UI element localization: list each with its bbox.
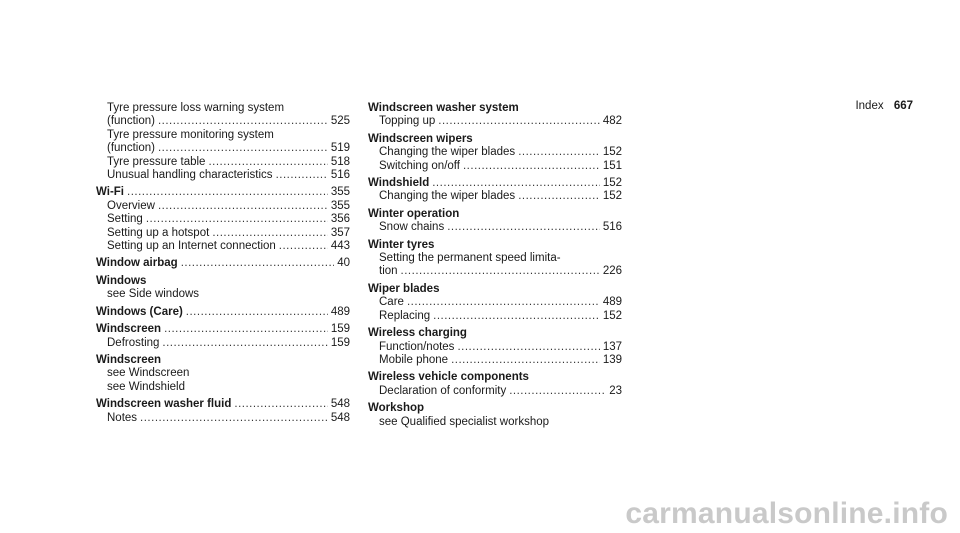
dot-leader (276, 169, 328, 182)
index-subentry[interactable] (368, 221, 622, 234)
dot-leader (518, 146, 600, 159)
subentry-text: Changing the wiper blades (379, 190, 516, 203)
index-entry (368, 402, 622, 429)
page-reference[interactable]: 159 (330, 323, 350, 336)
heading-text: Winter tyres (368, 238, 435, 251)
index-subentry[interactable] (96, 213, 350, 226)
index-subentry[interactable] (368, 265, 622, 278)
subentry-text: Setting up an Internet connection (107, 240, 276, 253)
index-subentry[interactable] (96, 412, 350, 425)
page-reference[interactable]: 525 (330, 115, 350, 128)
index-subentry[interactable] (96, 156, 350, 169)
dot-leader (208, 156, 327, 169)
heading-text: Windows (96, 274, 147, 287)
dot-leader (509, 385, 606, 398)
heading-text: Wireless vehicle components (368, 371, 529, 384)
page-reference[interactable]: 357 (330, 226, 350, 239)
index-subentry[interactable] (96, 115, 350, 128)
subentry-text: Declaration of conformity (379, 384, 507, 397)
subentry-text: tion (379, 265, 398, 278)
index-subentry (96, 381, 350, 394)
dot-leader (433, 310, 600, 323)
heading-text: Windscreen wipers (368, 132, 473, 145)
index-subentry (96, 129, 350, 142)
heading-text: Windshield (368, 177, 430, 190)
index-label: Index (855, 100, 884, 112)
page-reference[interactable]: 489 (330, 305, 350, 318)
page-reference[interactable]: 356 (330, 213, 350, 226)
index-subentry[interactable] (368, 146, 622, 159)
page-reference[interactable]: 516 (330, 169, 350, 182)
index-heading (368, 327, 622, 340)
index-entry (96, 186, 350, 253)
subentry-text: Setting (107, 213, 143, 226)
page-reference[interactable]: 151 (602, 159, 622, 172)
index-heading[interactable] (96, 306, 350, 319)
index-entry (96, 323, 350, 350)
index-heading (368, 102, 622, 115)
index-subentry[interactable] (368, 354, 622, 367)
page-reference[interactable]: 226 (602, 265, 622, 278)
page-reference[interactable]: 159 (330, 336, 350, 349)
dot-leader (140, 412, 328, 425)
page-reference[interactable]: 139 (602, 353, 622, 366)
subentry-text: Replacing (379, 309, 431, 322)
subentry-text: (function) (107, 115, 155, 128)
subentry-text: Tyre pressure table (107, 155, 206, 168)
index-entry (96, 257, 350, 270)
subentry-text: Snow chains (379, 221, 445, 234)
page-reference[interactable]: 137 (602, 340, 622, 353)
page-reference[interactable]: 355 (330, 186, 350, 199)
index-subentry (96, 288, 350, 301)
subentry-text: Setting up a hotspot (107, 226, 210, 239)
page-reference[interactable]: 518 (330, 155, 350, 168)
subentry-text: (function) (107, 142, 155, 155)
dot-leader (451, 354, 600, 367)
dot-leader (234, 398, 327, 411)
index-subentry[interactable] (96, 142, 350, 155)
index-column-left (96, 102, 350, 429)
dot-leader (146, 213, 328, 226)
subentry-text: Tyre pressure loss warning system (107, 102, 285, 114)
index-subentry[interactable] (368, 160, 622, 173)
subentry-text: Mobile phone (379, 353, 449, 366)
dot-leader (127, 186, 328, 199)
index-heading[interactable] (368, 177, 622, 190)
index-entry (96, 306, 350, 319)
index-subentry[interactable] (368, 296, 622, 309)
dot-leader (158, 142, 328, 155)
dot-leader (438, 115, 600, 128)
dot-leader (518, 190, 600, 203)
index-subentry[interactable] (368, 310, 622, 323)
index-subentry[interactable] (96, 169, 350, 182)
index-entry (368, 327, 622, 367)
index-subentry[interactable] (96, 337, 350, 350)
subentry-text: Function/notes (379, 340, 455, 353)
subentry-text: Tyre pressure monitoring system (107, 128, 274, 141)
index-heading (368, 283, 622, 296)
index-entry (96, 354, 350, 394)
subentry-text: Defrosting (107, 336, 160, 349)
subentry-text: Topping up (379, 115, 436, 128)
index-subentry[interactable] (96, 227, 350, 240)
dot-leader (447, 221, 600, 234)
dot-leader (457, 341, 599, 354)
index-entry (368, 208, 622, 235)
dot-leader (162, 337, 327, 350)
index-subentry[interactable] (96, 240, 350, 253)
index-heading[interactable] (96, 323, 350, 336)
index-entry (368, 371, 622, 398)
index-heading (368, 133, 622, 146)
index-heading (368, 402, 622, 415)
dot-leader (407, 296, 600, 309)
page-reference[interactable]: 548 (330, 411, 350, 424)
index-subentry[interactable] (368, 115, 622, 128)
heading-text: Workshop (368, 402, 425, 415)
page-reference[interactable]: 443 (330, 240, 350, 253)
heading-text: Window airbag (96, 257, 178, 270)
index-entry (368, 177, 622, 204)
page-reference[interactable]: 152 (602, 146, 622, 159)
index-subentry[interactable] (368, 385, 622, 398)
dot-leader (164, 323, 328, 336)
page-header (855, 100, 913, 113)
index-subentry (96, 367, 350, 380)
page-reference[interactable]: 40 (337, 257, 350, 270)
subentry-text: Switching on/off (379, 159, 460, 172)
heading-text: Windows (Care) (96, 305, 183, 318)
index-heading (368, 208, 622, 221)
heading-text: Windscreen (96, 323, 162, 336)
heading-text: Windscreen washer fluid (96, 398, 232, 411)
index-entry (368, 239, 622, 279)
dot-leader (158, 115, 328, 128)
dot-leader (212, 227, 328, 240)
subentry-text: Unusual handling characteristics (107, 169, 273, 182)
dot-leader (401, 265, 600, 278)
page-reference[interactable]: 548 (330, 398, 350, 411)
page-reference[interactable]: 489 (602, 296, 622, 309)
heading-text: Wireless charging (368, 327, 467, 340)
index-subentry[interactable] (368, 341, 622, 354)
dot-leader (186, 306, 328, 319)
heading-text: Wiper blades (368, 282, 440, 295)
index-heading[interactable] (96, 186, 350, 199)
subentry-text: see Side windows (107, 288, 200, 301)
page-reference[interactable]: 516 (602, 221, 622, 234)
index-heading[interactable] (96, 398, 350, 411)
page-reference[interactable]: 482 (602, 115, 622, 128)
subentry-text: Changing the wiper blades (379, 146, 516, 159)
index-subentry[interactable] (96, 200, 350, 213)
heading-text: Windscreen washer system (368, 102, 519, 114)
subentry-text: see Qualified specialist workshop (379, 415, 550, 428)
index-heading (368, 239, 622, 252)
index-entry (368, 102, 622, 129)
dot-leader (158, 200, 328, 213)
page-reference[interactable]: 152 (602, 177, 622, 190)
index-heading (368, 371, 622, 384)
watermark-logo[interactable]: carmanualsonline.info (625, 497, 948, 530)
index-heading (96, 275, 350, 288)
index-subentry (368, 416, 622, 429)
page-reference[interactable]: 152 (602, 309, 622, 322)
dot-leader (279, 240, 328, 253)
page-reference[interactable]: 23 (609, 384, 622, 397)
heading-text: Winter operation (368, 207, 460, 220)
index-entry (368, 283, 622, 323)
heading-text: Windscreen (96, 353, 162, 366)
subentry-text: Overview (107, 199, 155, 212)
index-entry (96, 398, 350, 425)
index-subentry (96, 102, 350, 115)
heading-text: Wi-Fi (96, 186, 124, 199)
index-entry (96, 275, 350, 302)
dot-leader (432, 177, 600, 190)
index-heading[interactable] (96, 257, 350, 270)
page-reference[interactable]: 152 (602, 190, 622, 203)
subentry-text: see Windscreen (107, 367, 190, 380)
subentry-text: Notes (107, 411, 138, 424)
page-reference[interactable]: 355 (330, 199, 350, 212)
index-subentry[interactable] (368, 190, 622, 203)
subentry-text: see Windshield (107, 380, 185, 393)
page-reference[interactable]: 519 (330, 142, 350, 155)
subentry-text: Setting the permanent speed limita- (379, 252, 561, 265)
index-heading (96, 354, 350, 367)
index-entry (368, 133, 622, 173)
subentry-text: Care (379, 296, 404, 309)
dot-leader (463, 160, 600, 173)
index-column-right (368, 102, 622, 433)
index-subentry (368, 252, 622, 265)
page-number: 667 (893, 100, 913, 112)
dot-leader (181, 257, 335, 270)
index-entry (96, 102, 350, 182)
